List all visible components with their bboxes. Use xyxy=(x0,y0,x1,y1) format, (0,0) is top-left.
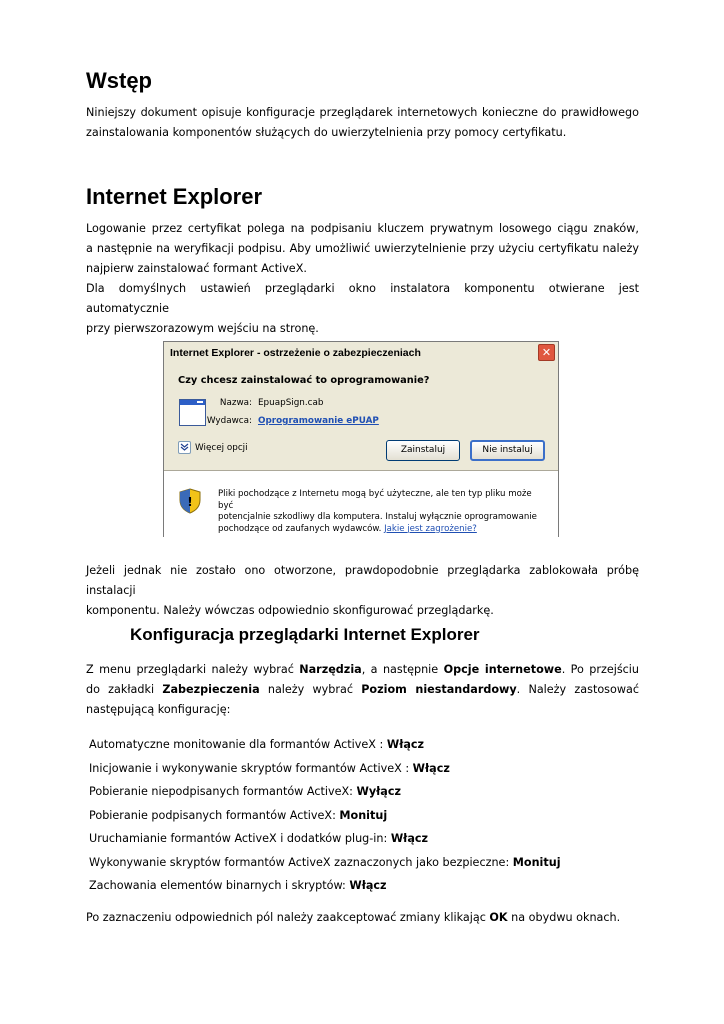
text-line: Po zaznaczeniu odpowiednich pól należy zaakceptować zmiany klikając OK na obydwu oknach. xyxy=(86,911,621,924)
security-warning-dialog xyxy=(163,341,559,537)
dialog-warning-panel xyxy=(164,470,558,537)
final-paragraph xyxy=(86,908,639,928)
ie-paragraph xyxy=(86,219,639,339)
warning-line: potencjalnie szkodliwy dla komputera. Instaluj wyłącznie oprogramowanie xyxy=(218,512,537,522)
settings-list xyxy=(89,733,561,898)
text-line: następującą konfigurację: xyxy=(86,703,231,716)
config-paragraph xyxy=(86,660,639,720)
dialog-upper-panel xyxy=(164,364,558,465)
warning-text xyxy=(218,489,548,535)
text-line: Dla domyślnych ustawień przeglądarki okno instalatora komponentu otwierane jest automatycznie xyxy=(86,282,639,315)
dialog-title: Internet Explorer - ostrzeżenie o zabezpieczeniach xyxy=(170,347,421,359)
list-item: Inicjowanie i wykonywanie skryptów formantów ActiveX : Włącz xyxy=(89,761,450,775)
publisher-row xyxy=(192,416,379,426)
intro-paragraph xyxy=(86,103,639,143)
install-question: Czy chcesz zainstalować to oprogramowanie? xyxy=(178,375,430,386)
svg-text:!: ! xyxy=(187,495,193,509)
dialog-titlebar xyxy=(164,342,558,365)
text-line: do zakładki Zabezpieczenia należy wybrać Poziom niestandardowy. Należy zastosować xyxy=(86,683,640,696)
install-button[interactable]: Zainstaluj xyxy=(386,440,460,461)
text-line: Z menu przeglądarki należy wybrać Narzędzia, a następnie Opcje internetowe. Po przejściu xyxy=(86,663,640,676)
name-value: EpuapSign.cab xyxy=(258,398,324,408)
name-row xyxy=(192,398,324,408)
name-label: Nazwa: xyxy=(219,398,252,408)
security-shield-icon xyxy=(179,488,201,514)
text-line: przy pierwszorazowym wejściu na stronę. xyxy=(86,322,319,335)
text-line: Logowanie przez certyfikat polega na podpisaniu kluczem prywatnym losowego ciągu znaków, xyxy=(86,222,639,235)
publisher-label: Wydawca: xyxy=(206,416,252,426)
list-item: Pobieranie podpisanych formantów ActiveX: Monituj xyxy=(89,808,388,822)
more-options-toggle[interactable] xyxy=(178,441,248,454)
text-line: zainstalowania komponentów służących do uwierzytelnienia przy pomocy certyfikatu. xyxy=(86,126,567,139)
text-line: a następnie na weryfikacji podpisu. Aby umożliwić uwierzytelnienie przy użyciu certyfikatu należy xyxy=(86,242,639,255)
more-options-label[interactable]: Więcej opcji xyxy=(195,443,248,453)
text-line: Jeżeli jednak nie zostało ono otworzone, prawdopodobnie przeglądarka zablokowała próbę instalacji xyxy=(86,564,639,597)
list-item: Wykonywanie skryptów formantów ActiveX zaznaczonych jako bezpieczne: Monituj xyxy=(89,855,561,869)
text-line: komponentu. Należy wówczas odpowiednio skonfigurować przeglądarkę. xyxy=(86,604,494,617)
list-item: Uruchamianie formantów ActiveX i dodatków plug-in: Włącz xyxy=(89,832,429,845)
heading-wstep: Wstęp xyxy=(86,68,152,93)
publisher-link[interactable]: Oprogramowanie ePUAP xyxy=(258,416,379,426)
heading-configuration: Konfiguracja przeglądarki Internet Explorer xyxy=(130,625,480,644)
dont-install-button[interactable]: Nie instaluj xyxy=(470,440,545,461)
text-line: najpierw zainstalować formant ActiveX. xyxy=(86,262,307,275)
list-item: Pobieranie niepodpisanych formantów ActiveX: Wyłącz xyxy=(89,785,401,798)
close-icon[interactable]: ✕ xyxy=(538,344,555,361)
list-item: Automatyczne monitowanie dla formantów ActiveX : Włącz xyxy=(89,738,425,751)
heading-internet-explorer: Internet Explorer xyxy=(86,184,263,209)
text-line: Niniejszy dokument opisuje konfiguracje przeglądarek internetowych konieczne do prawidłowego xyxy=(86,106,639,119)
blocked-paragraph xyxy=(86,561,639,621)
warning-line: pochodzące od zaufanych wydawców. Jakie jest zagrożenie? xyxy=(218,523,477,534)
warning-line: Pliki pochodzące z Internetu mogą być użyteczne, ale ten typ pliku może być xyxy=(218,489,532,511)
chevron-down-icon[interactable] xyxy=(178,441,191,454)
list-item: Zachowania elementów binarnych i skryptów: Włącz xyxy=(89,879,387,892)
risk-link[interactable]: Jakie jest zagrożenie? xyxy=(384,523,477,534)
